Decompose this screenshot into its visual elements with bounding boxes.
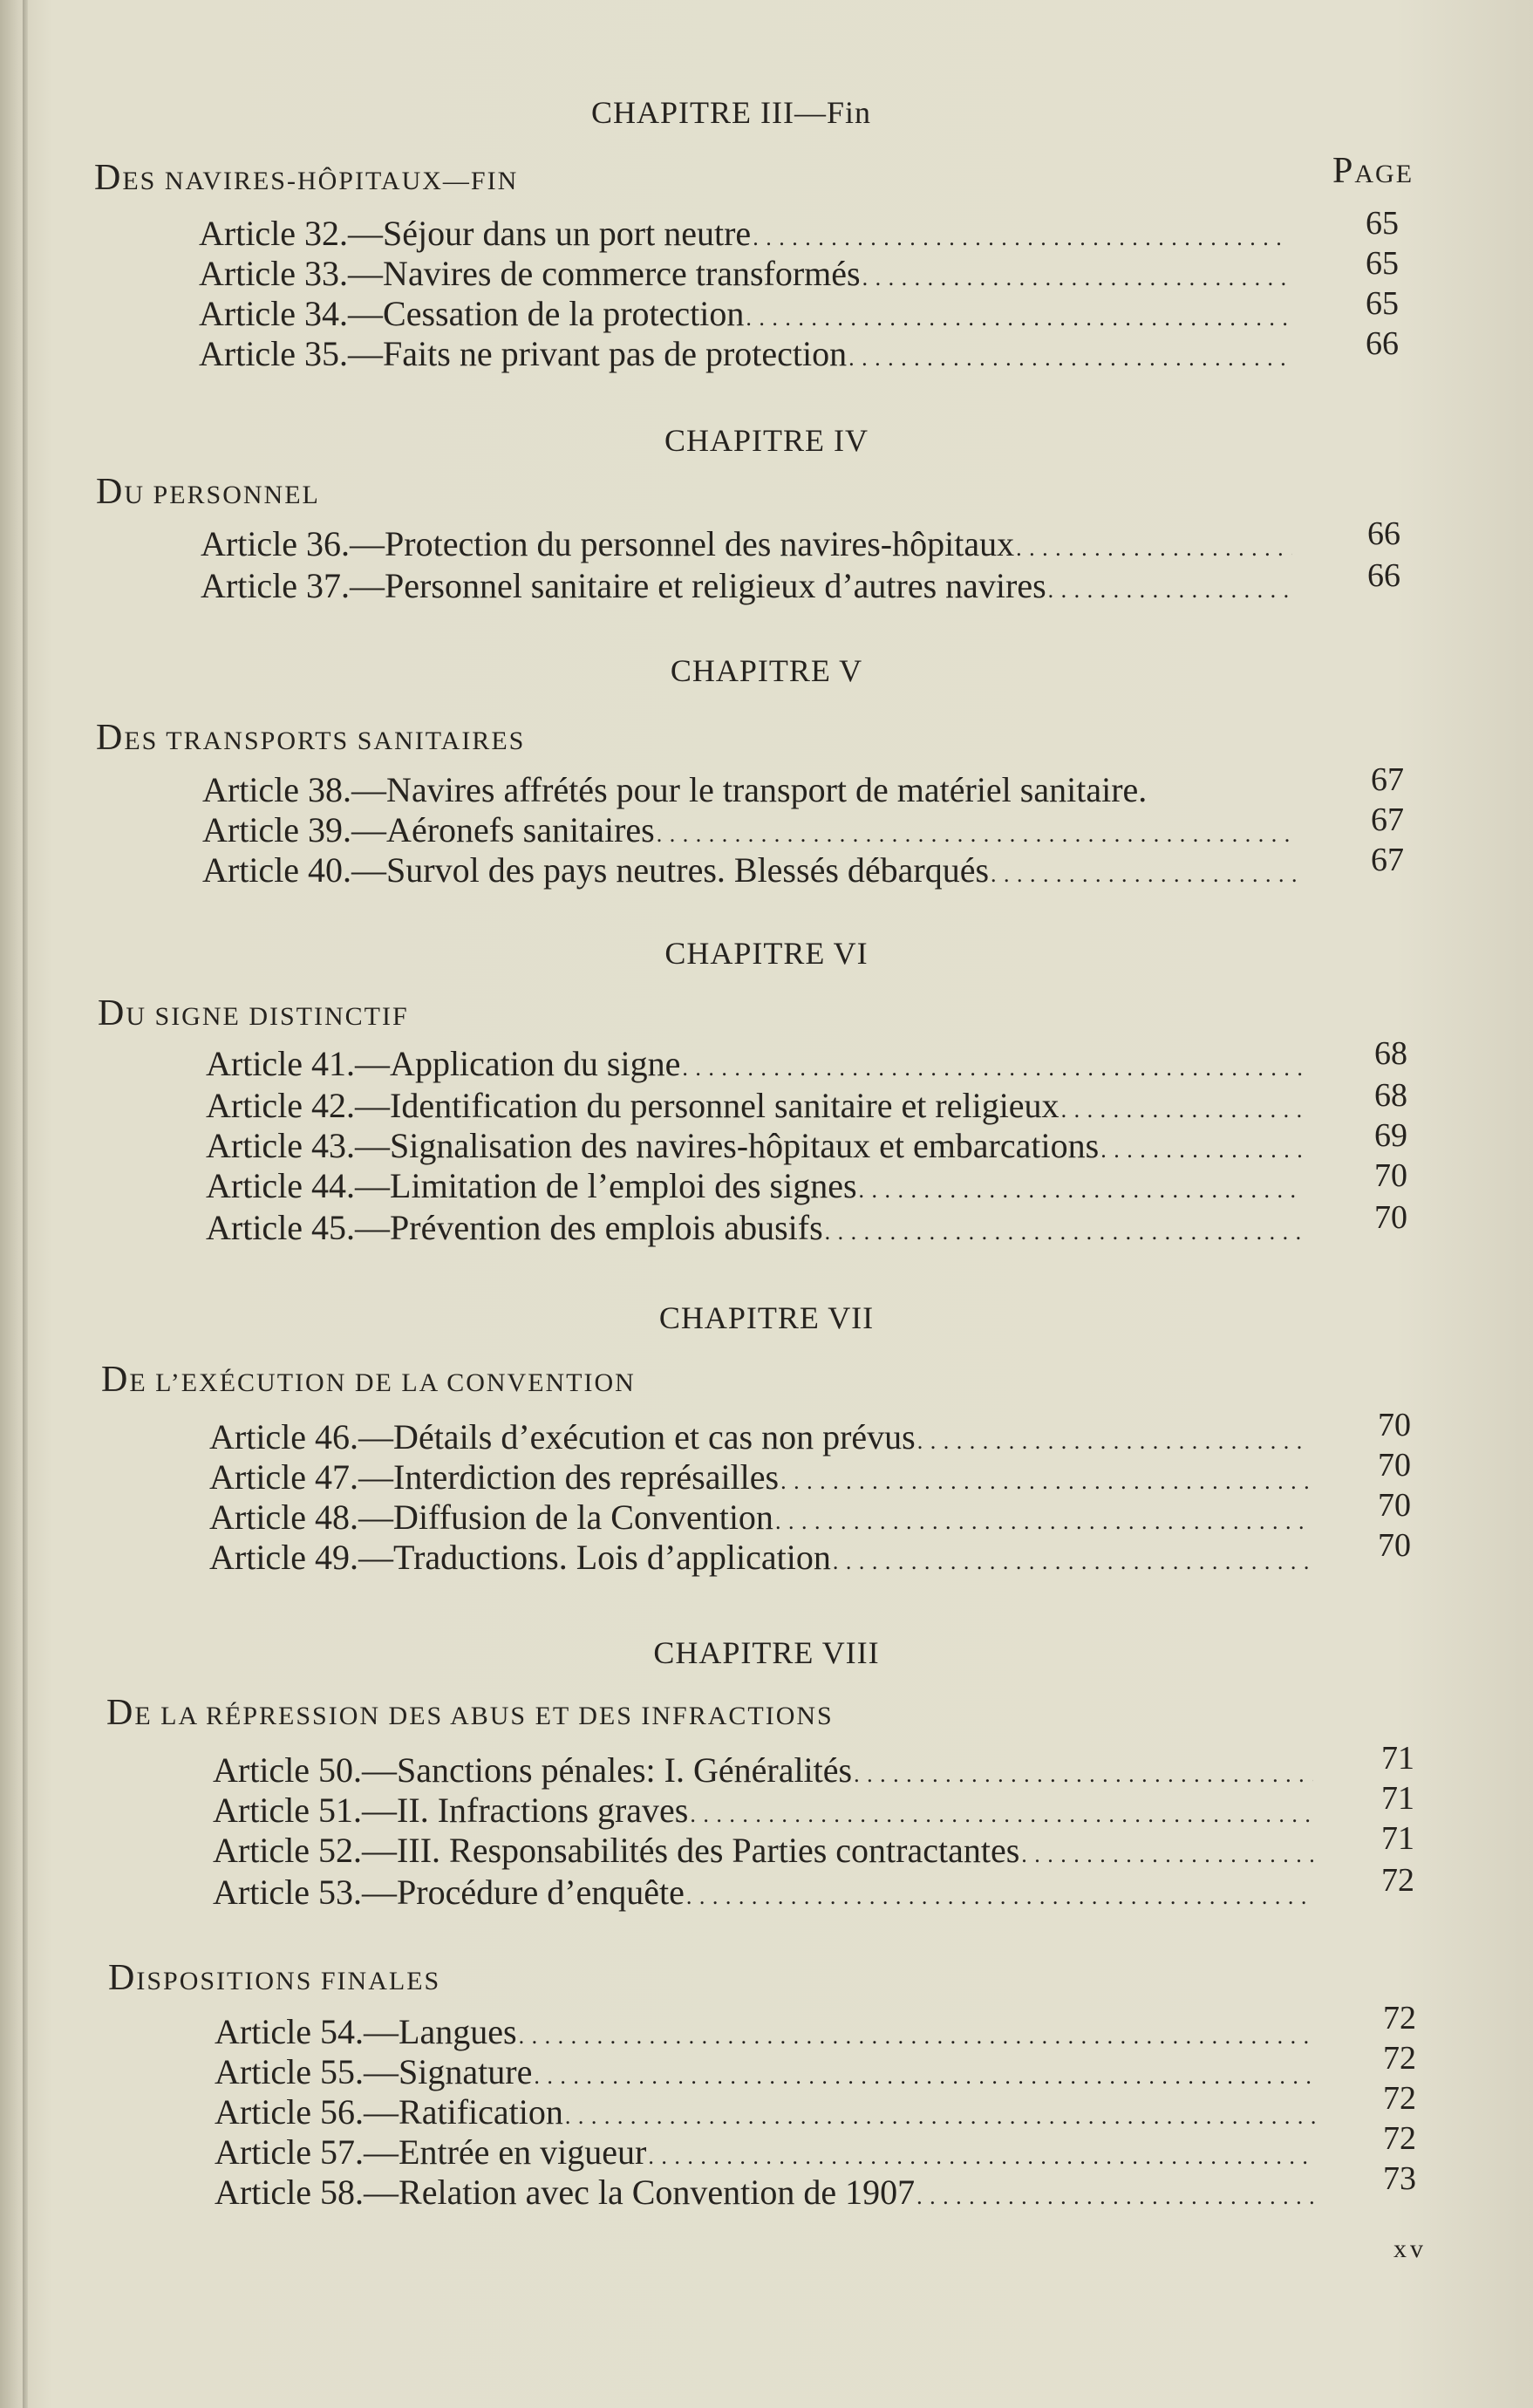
entry-label: Article 58.—Relation avec la Convention de 1907 bbox=[215, 2173, 916, 2212]
entry-page-number: 67 bbox=[1371, 842, 1404, 878]
entry-page-number: 67 bbox=[1371, 802, 1404, 838]
leader-dots bbox=[916, 2172, 1317, 2212]
toc-entry bbox=[201, 565, 1298, 605]
leader-dots bbox=[690, 1790, 1313, 1830]
leader-dots bbox=[686, 1872, 1313, 1912]
entry-page-number: 73 bbox=[1383, 2160, 1416, 2197]
leader-dots bbox=[534, 2051, 1317, 2091]
entry-label: Article 32.—Séjour dans un port neutre bbox=[199, 214, 752, 253]
entry-page-number: 67 bbox=[1371, 761, 1404, 798]
entry-label: Article 37.—Personnel sanitaire et religieux d’autres navires bbox=[201, 566, 1046, 605]
entry-label: Article 51.—II. Infractions graves bbox=[213, 1791, 689, 1830]
entry-label: Article 45.—Prévention des emplois abusifs bbox=[206, 1208, 823, 1247]
entry-page-number: 70 bbox=[1378, 1407, 1411, 1443]
entry-label: Article 33.—Navires de commerce transformés bbox=[199, 254, 861, 293]
leader-dots bbox=[775, 1497, 1308, 1537]
leader-dots bbox=[682, 1043, 1303, 1083]
entry-label: Article 40.—Survol des pays neutres. Blessés débarqués bbox=[202, 850, 990, 890]
entry-label: Article 47.—Interdiction des représailles bbox=[209, 1457, 780, 1497]
section-title: DISPOSITIONS FINALES bbox=[108, 1958, 441, 1998]
leader-dots bbox=[780, 1456, 1308, 1497]
entry-label: Article 56.—Ratification bbox=[215, 2092, 563, 2132]
toc-entry bbox=[201, 523, 1298, 563]
toc-entry bbox=[213, 1790, 1318, 1830]
entry-label: Article 44.—Limitation de l’emploi des signes bbox=[206, 1166, 857, 1205]
page-spine-shadow bbox=[23, 0, 28, 2408]
entry-label: Article 34.—Cessation de la protection bbox=[199, 294, 745, 333]
entry-label: Article 38.—Navires affrétés pour le transport de matériel sanitaire. bbox=[202, 770, 1148, 809]
toc-entry bbox=[199, 213, 1294, 253]
entry-page-number: 70 bbox=[1378, 1527, 1411, 1564]
leader-dots bbox=[1100, 1125, 1303, 1165]
entry-page-number: 72 bbox=[1383, 2120, 1416, 2157]
leader-dots bbox=[848, 333, 1289, 373]
section-title: DE L’EXÉCUTION DE LA CONVENTION bbox=[101, 1360, 636, 1400]
leader-dots bbox=[648, 2132, 1317, 2172]
toc-entry bbox=[206, 1085, 1308, 1125]
toc-entry bbox=[202, 849, 1303, 890]
toc-entry bbox=[213, 1872, 1318, 1912]
entry-page-number: 70 bbox=[1374, 1199, 1407, 1236]
toc-entry bbox=[209, 1456, 1313, 1497]
toc-entry bbox=[199, 293, 1294, 333]
chapter-heading: CHAPITRE VII bbox=[658, 1300, 875, 1335]
section-title: DE LA RÉPRESSION DES ABUS ET DES INFRACTIONS bbox=[106, 1693, 834, 1733]
entry-label: Article 55.—Signature bbox=[215, 2052, 533, 2091]
chapter-heading: CHAPITRE VI bbox=[664, 936, 869, 971]
section-title: DES TRANSPORTS SANITAIRES bbox=[96, 718, 526, 758]
entry-page-number: 72 bbox=[1383, 2000, 1416, 2036]
entry-page-number: 65 bbox=[1366, 245, 1399, 282]
leader-dots bbox=[854, 1750, 1313, 1790]
toc-entry bbox=[206, 1207, 1308, 1247]
toc-entry bbox=[215, 2011, 1322, 2051]
chapter-heading: CHAPITRE V bbox=[670, 653, 863, 688]
leader-dots bbox=[859, 1165, 1303, 1205]
entry-page-number: 66 bbox=[1367, 515, 1400, 552]
toc-entry bbox=[206, 1043, 1308, 1083]
leader-dots bbox=[565, 2091, 1317, 2132]
chapter-heading: CHAPITRE III—Fin bbox=[591, 95, 871, 130]
toc-entry bbox=[199, 333, 1294, 373]
leader-dots bbox=[657, 809, 1298, 849]
entry-label: Article 35.—Faits ne privant pas de protection bbox=[199, 334, 848, 373]
leader-dots bbox=[1016, 523, 1292, 563]
leader-dots bbox=[825, 1207, 1303, 1247]
toc-entry bbox=[213, 1830, 1318, 1870]
entry-label: Article 42.—Identification du personnel sanitaire et religieux bbox=[206, 1086, 1059, 1125]
toc-entry bbox=[215, 2091, 1322, 2132]
chapter-heading: CHAPITRE IV bbox=[664, 423, 869, 458]
section-title: DU SIGNE DISTINCTIF bbox=[98, 993, 409, 1033]
leader-dots bbox=[991, 849, 1298, 890]
entry-page-number: 68 bbox=[1374, 1077, 1407, 1114]
entry-page-number: 65 bbox=[1366, 205, 1399, 242]
entry-page-number: 72 bbox=[1383, 2040, 1416, 2077]
entry-page-number: 70 bbox=[1374, 1157, 1407, 1194]
entry-label: Article 36.—Protection du personnel des navires-hôpitaux bbox=[201, 524, 1015, 563]
page-column-label: PAGE bbox=[1332, 151, 1414, 191]
leader-dots bbox=[1021, 1830, 1313, 1870]
toc-entry bbox=[202, 809, 1303, 849]
entry-page-number: 71 bbox=[1381, 1740, 1414, 1777]
entry-label: Article 50.—Sanctions pénales: I. Généralités bbox=[213, 1750, 853, 1790]
entry-page-number: 71 bbox=[1381, 1820, 1414, 1857]
section-title: DU PERSONNEL bbox=[96, 472, 320, 512]
section-title: DES NAVIRES-HÔPITAUX—FIN bbox=[94, 158, 519, 198]
entry-page-number: 72 bbox=[1383, 2080, 1416, 2117]
entry-label: Article 49.—Traductions. Lois d’application bbox=[209, 1538, 831, 1577]
toc-entry bbox=[209, 1416, 1313, 1456]
entry-page-number: 70 bbox=[1378, 1487, 1411, 1524]
toc-entry bbox=[215, 2172, 1322, 2212]
entry-label: Article 41.—Application du signe bbox=[206, 1044, 681, 1083]
entry-page-number: 72 bbox=[1381, 1862, 1414, 1899]
entry-page-number: 66 bbox=[1366, 325, 1399, 362]
leader-dots bbox=[1048, 565, 1292, 605]
toc-entry bbox=[215, 2132, 1322, 2172]
toc-entry bbox=[215, 2051, 1322, 2091]
entry-label: Article 54.—Langues bbox=[215, 2012, 517, 2051]
leader-dots bbox=[862, 253, 1289, 293]
leader-dots bbox=[1061, 1085, 1303, 1125]
toc-entry bbox=[209, 1497, 1313, 1537]
entry-label: Article 48.—Diffusion de la Convention bbox=[209, 1497, 773, 1537]
entry-page-number: 71 bbox=[1381, 1780, 1414, 1817]
chapter-heading: CHAPITRE VIII bbox=[653, 1635, 880, 1670]
toc-entry bbox=[209, 1537, 1313, 1577]
entry-page-number: 65 bbox=[1366, 285, 1399, 322]
entry-label: Article 43.—Signalisation des navires-hôpitaux et embarcations bbox=[206, 1126, 1100, 1165]
toc-entry bbox=[206, 1165, 1308, 1205]
toc-entry bbox=[206, 1125, 1308, 1165]
entry-page-number: 68 bbox=[1374, 1035, 1407, 1072]
toc-entry bbox=[213, 1750, 1318, 1790]
toc-entry bbox=[199, 253, 1294, 293]
entry-label: Article 46.—Détails d’exécution et cas non prévus bbox=[209, 1417, 916, 1456]
leader-dots bbox=[746, 293, 1289, 333]
entry-page-number: 70 bbox=[1378, 1447, 1411, 1484]
toc-entry bbox=[202, 769, 1303, 809]
page-folio: xv bbox=[1393, 2234, 1427, 2263]
entry-label: Article 53.—Procédure d’enquête bbox=[213, 1873, 685, 1912]
entry-page-number: 69 bbox=[1374, 1117, 1407, 1154]
leader-dots bbox=[833, 1537, 1308, 1577]
entry-label: Article 57.—Entrée en vigueur bbox=[215, 2132, 647, 2172]
leader-dots bbox=[519, 2011, 1317, 2051]
entry-label: Article 39.—Aéronefs sanitaires bbox=[202, 810, 655, 849]
leader-dots bbox=[917, 1416, 1308, 1456]
entry-label: Article 52.—III. Responsabilités des Parties contractantes bbox=[213, 1831, 1020, 1870]
leader-dots bbox=[753, 213, 1289, 253]
entry-page-number: 66 bbox=[1367, 557, 1400, 594]
